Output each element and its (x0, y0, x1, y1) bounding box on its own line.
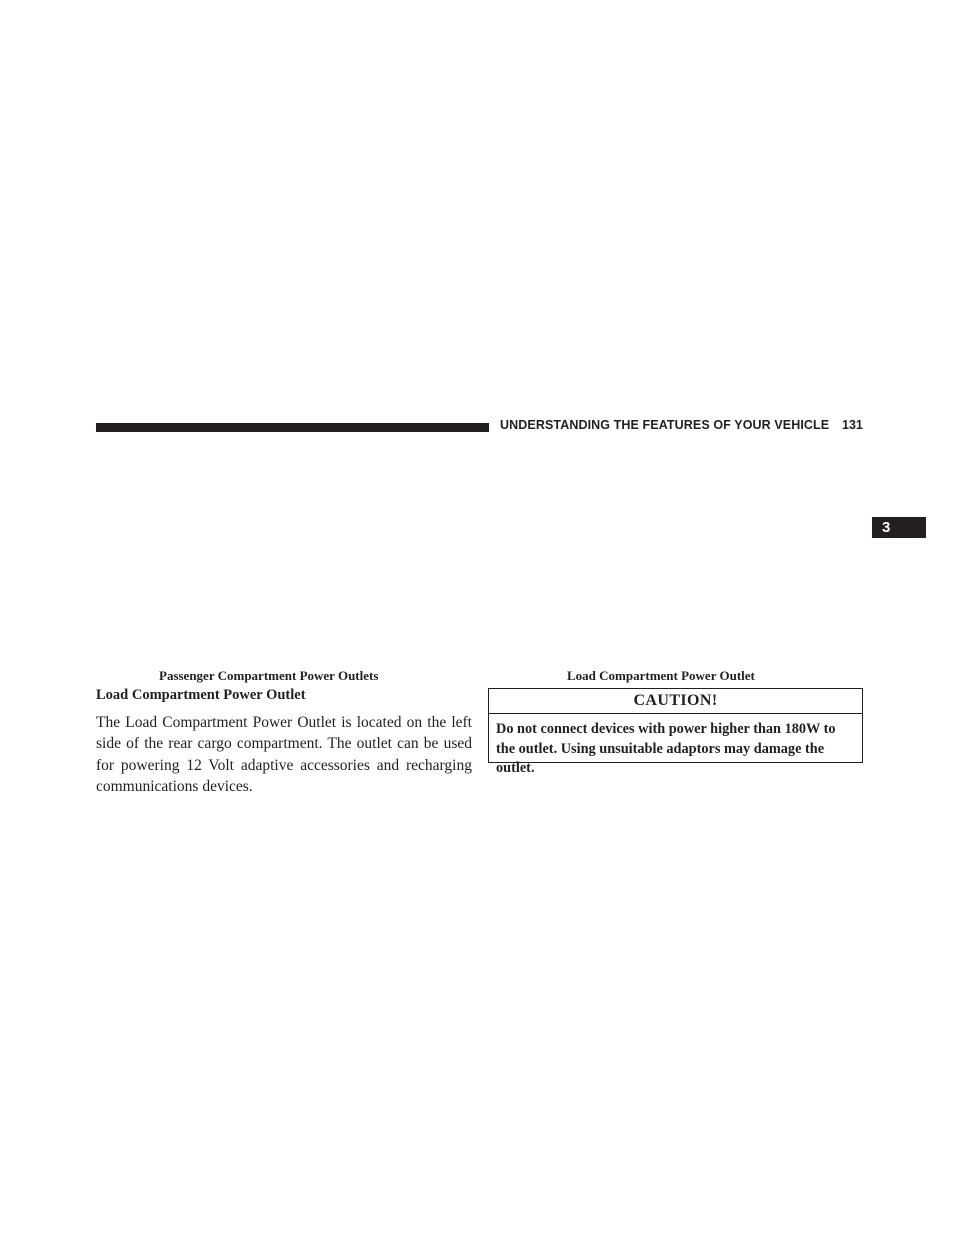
header-rule (96, 423, 489, 432)
chapter-tab-label: 3 (882, 519, 891, 536)
figure-caption-passenger-outlets: Passenger Compartment Power Outlets (159, 668, 379, 683)
caution-box (488, 688, 863, 776)
section-heading: Load Compartment Power Outlet (96, 687, 306, 703)
figure-caption-load-outlet: Load Compartment Power Outlet (567, 668, 755, 683)
section-body-text: The Load Compartment Power Outlet is located on the left side of the rear cargo compartment. The outlet can be used for powering 12 Volt adaptive accessories and recharging communications devices. (96, 714, 472, 795)
page-number: 131 (842, 418, 863, 432)
caution-text: Do not connect devices with power higher than 180W to the outlet. Using unsuitable adaptors may damage the outlet. (496, 721, 836, 776)
running-header-title: UNDERSTANDING THE FEATURES OF YOUR VEHICLE (500, 418, 830, 432)
chapter-tab (872, 517, 926, 538)
caution-title: CAUTION! (489, 689, 862, 714)
